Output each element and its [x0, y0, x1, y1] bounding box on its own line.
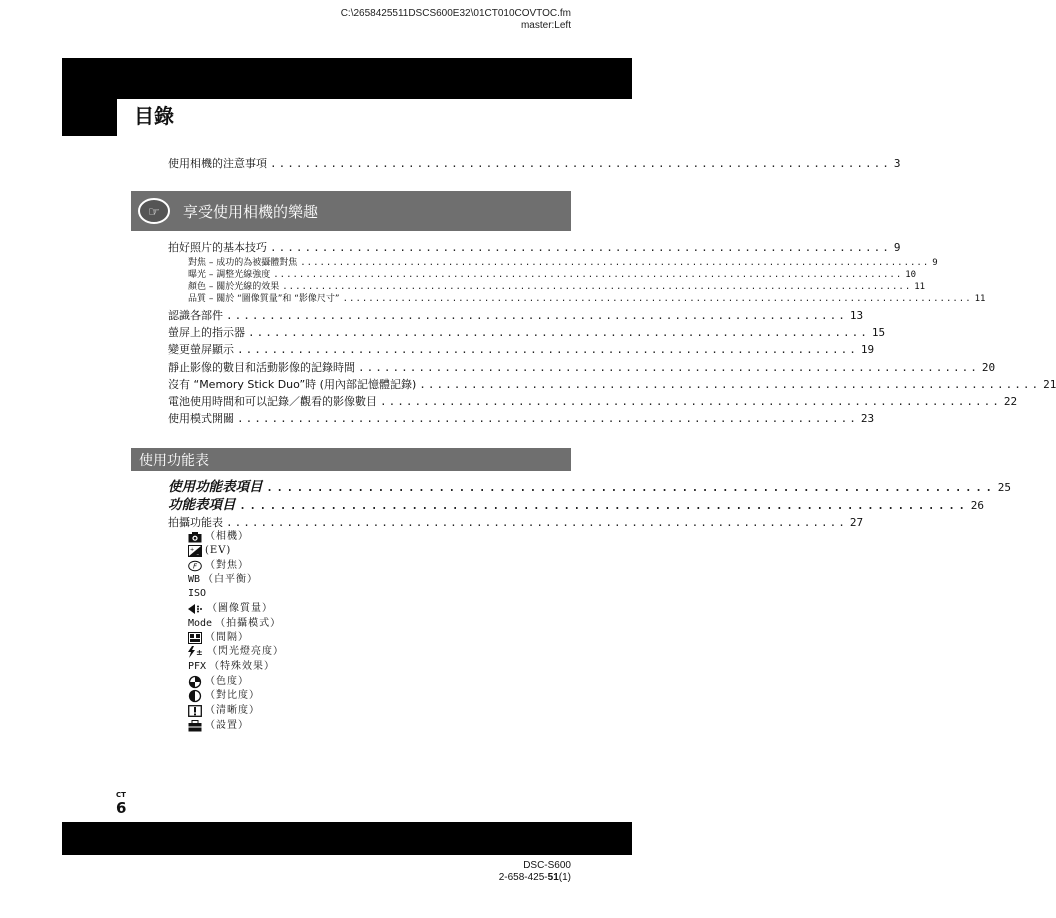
- toc-entry[interactable]: [168, 412, 875, 426]
- focus-icon: [188, 560, 202, 572]
- toc-subentry-page: 11: [914, 282, 926, 292]
- menu-item-sharpness[interactable]: [188, 704, 260, 718]
- toc-subentry-label: 品質 – 關於 “圖像質量”和 “影像尺寸”: [188, 294, 340, 304]
- toc-entry-label: 靜止影像的數目和活動影像的記錄時間: [168, 361, 355, 374]
- master-label: master:Left: [520, 20, 571, 31]
- page-number: 6: [116, 799, 127, 817]
- leader-dots: ........................................................................: [237, 412, 858, 425]
- part-number-bold: 51: [547, 872, 559, 883]
- section-band-menu: [131, 448, 571, 471]
- toc-entry-label: 變更螢屏顯示: [168, 343, 234, 356]
- leader-dots: ........................................................................: [226, 516, 847, 529]
- sharpness-icon: [188, 705, 202, 717]
- section-title: 享受使用相機的樂趣: [183, 202, 319, 221]
- leader-dots: ........................................................................: [226, 309, 847, 322]
- part-number-suffix: (1): [558, 872, 571, 883]
- flash-level-icon: [188, 646, 204, 658]
- model-name: DSC-S600: [523, 860, 571, 871]
- footer-model-info: [499, 860, 571, 884]
- menu-item-contrast[interactable]: [188, 689, 260, 703]
- section-title: 使用功能表: [139, 452, 209, 469]
- toc-entry-label: 螢屏上的指示器: [168, 326, 245, 339]
- toc-entry-page: 25: [997, 481, 1011, 494]
- menu-item-interval[interactable]: [188, 631, 249, 645]
- toc-entry-label: 拍好照片的基本技巧: [168, 241, 267, 254]
- menu-item-text: （白平衡）: [203, 574, 259, 585]
- svg-text:☞: ☞: [148, 205, 160, 220]
- menu-item-camera[interactable]: [188, 530, 249, 544]
- toc-entry-page: 19: [860, 343, 875, 356]
- leader-dots: ........................................................................: [358, 361, 979, 374]
- toc-entry-label: 拍攝功能表: [168, 516, 223, 529]
- toc-entry[interactable]: [168, 361, 996, 375]
- toc-subentry[interactable]: [188, 281, 926, 293]
- menu-item-image-quality[interactable]: [188, 602, 273, 616]
- toc-entry-label: 沒有 “Memory Stick Duo”時 (用內部記憶體記錄): [168, 378, 417, 391]
- toc-subentry-label: 對焦 – 成功的為被攝體對焦: [188, 258, 298, 268]
- menu-item-text: （相機）: [205, 531, 249, 542]
- toc-entry-precautions[interactable]: [168, 157, 901, 171]
- top-black-band: [62, 58, 632, 99]
- page-title: 目錄: [134, 104, 174, 128]
- menu-item-focus[interactable]: [188, 559, 249, 573]
- toc-entry-label: 認識各部件: [168, 309, 223, 322]
- part-number-prefix: 2-658-425-: [498, 872, 548, 883]
- svg-text:–: –: [196, 551, 199, 558]
- leader-dots: ........................................................................: [237, 343, 858, 356]
- toc-entry[interactable]: [168, 479, 1011, 496]
- leader-dots: ..................................................................................................: [282, 282, 912, 292]
- menu-item-recording-mode[interactable]: [188, 617, 281, 631]
- menu-item-code: Mode: [188, 618, 213, 629]
- menu-item-text: （對焦）: [205, 560, 249, 571]
- svg-text:±: ±: [196, 648, 203, 657]
- toc-entry-page: 27: [849, 516, 864, 529]
- menu-item-ev[interactable]: [188, 544, 231, 558]
- toc-subentry[interactable]: [188, 257, 938, 269]
- menu-item-text: (EV): [205, 545, 232, 556]
- menu-item-text: （特殊效果）: [209, 661, 276, 672]
- leader-dots: ........................................................................: [419, 378, 1041, 391]
- toc-subentry-page: 11: [974, 294, 986, 304]
- saturation-icon: [188, 676, 202, 688]
- menu-item-code: PFX: [188, 661, 207, 672]
- toc-entry-label: 使用模式開關: [168, 412, 234, 425]
- leader-dots: ........................................................................: [270, 157, 891, 170]
- part-number: [499, 872, 571, 884]
- toc-entry[interactable]: [168, 309, 864, 323]
- toc-subentry-page: 10: [905, 270, 917, 280]
- leader-dots: ..................................................................................................: [342, 294, 972, 304]
- toc-entry[interactable]: [168, 516, 864, 530]
- toc-entry-page: 15: [871, 326, 886, 339]
- menu-item-text: （間隔）: [205, 632, 249, 643]
- toc-entry[interactable]: [168, 395, 1018, 409]
- toc-entry[interactable]: [168, 241, 901, 255]
- toc-subentry-label: 顏色 – 關於光線的效果: [188, 282, 280, 292]
- camera-chapter-icon: [137, 196, 171, 226]
- toc-entry-page: 22: [1003, 395, 1018, 408]
- bottom-black-band: [62, 822, 632, 855]
- menu-item-code: WB: [188, 574, 201, 585]
- toc-subentry[interactable]: [188, 269, 917, 281]
- menu-item-text: （圖像質量）: [207, 603, 273, 614]
- language-code: CT: [116, 791, 126, 799]
- toc-subentry[interactable]: [188, 293, 986, 305]
- leader-dots: ........................................................................: [238, 497, 968, 513]
- leader-dots: ........................................................................: [380, 395, 1001, 408]
- toc-subentry-label: 曝光 – 調整光線強度: [188, 270, 271, 280]
- leader-dots: ........................................................................: [270, 241, 891, 254]
- svg-text:+: +: [190, 547, 195, 553]
- leader-dots: ..................................................................................................: [273, 270, 903, 280]
- menu-item-white-balance[interactable]: [188, 573, 258, 587]
- menu-item-saturation[interactable]: [188, 675, 249, 689]
- toc-entry-label: 電池使用時間和可以記錄／觀看的影像數目: [168, 395, 377, 408]
- menu-item-flash-level[interactable]: [188, 645, 284, 659]
- file-path-header: [341, 8, 571, 32]
- menu-item-text: （拍攝模式）: [215, 618, 282, 629]
- leader-dots: ..................................................................................................: [300, 258, 930, 268]
- toc-entry-label: 使用功能表項目: [168, 479, 263, 495]
- menu-item-iso[interactable]: [188, 587, 206, 601]
- interval-icon: [188, 632, 202, 644]
- contrast-icon: [188, 690, 202, 702]
- section-band-enjoy-camera: [131, 191, 571, 231]
- menu-item-text: （色度）: [205, 676, 249, 687]
- toc-entry-label: 功能表項目: [168, 497, 236, 513]
- menu-item-text: （設置）: [205, 720, 249, 731]
- toc-entry-label: 使用相機的注意事項: [168, 157, 267, 170]
- toc-entry-page: 26: [970, 499, 984, 512]
- leader-dots: ........................................................................: [265, 479, 995, 495]
- menu-item-text: （清晰度）: [205, 705, 260, 716]
- menu-item-text: （對比度）: [205, 690, 260, 701]
- menu-item-code: ISO: [188, 588, 207, 599]
- top-black-tab: [62, 99, 117, 136]
- toc-entry-page: 21: [1043, 378, 1056, 391]
- toc-subentry-page: 9: [932, 258, 938, 268]
- image-quality-icon: [188, 603, 204, 615]
- toc-entry-page: 23: [860, 412, 875, 425]
- svg-text:F: F: [192, 562, 198, 571]
- menu-item-picture-effect[interactable]: [188, 660, 275, 674]
- toc-entry-page: 3: [893, 157, 901, 170]
- leader-dots: ........................................................................: [248, 326, 869, 339]
- toc-entry[interactable]: [168, 497, 984, 514]
- toc-entry[interactable]: [168, 326, 886, 340]
- camera-icon: [188, 531, 202, 543]
- toc-entry[interactable]: [168, 378, 1056, 392]
- toc-entry[interactable]: [168, 343, 875, 357]
- setup-icon: [188, 720, 202, 732]
- menu-item-text: （閃光燈亮度）: [207, 646, 284, 657]
- menu-item-setup[interactable]: [188, 719, 249, 733]
- toc-entry-page: 13: [849, 309, 864, 322]
- toc-entry-page: 9: [893, 241, 901, 254]
- toc-entry-page: 20: [981, 361, 996, 374]
- file-path: C:\2658425511DSCS600E32\01CT010COVTOC.fm: [340, 8, 571, 19]
- ev-icon: [188, 545, 202, 557]
